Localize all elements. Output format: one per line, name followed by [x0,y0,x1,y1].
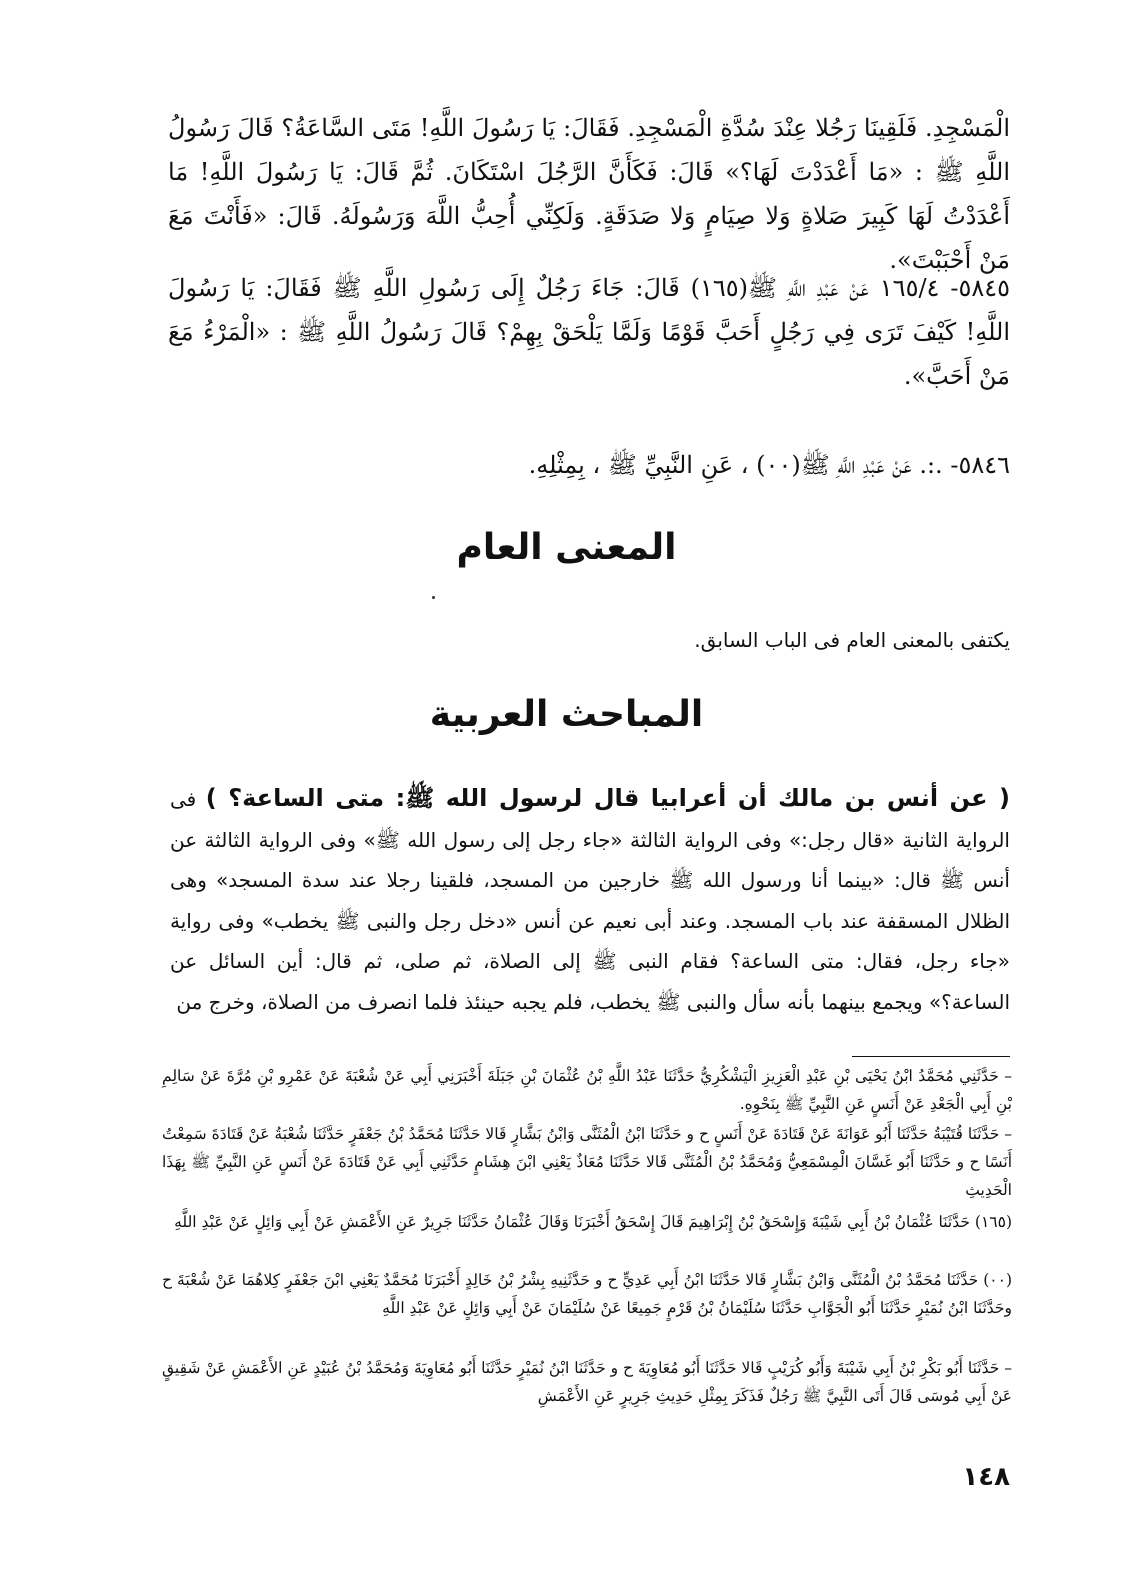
footnote-separator [852,1056,1010,1057]
footnote-1: – حَدَّثَنِي مُحَمَّدُ ابْنُ يَحْيَى بْنِ عَبْدِ الْعَزِيزِ الْيَشْكُرِيُّ حَدَّثَنَا عَبْدُ اللَّهِ بْنُ عُثْمَانَ بْنِ جَبَلَةَ أَخْبَرَنِي أَبِي عَنْ شُعْبَةَ عَنْ عَمْرِو بْنِ مُرَّةَ عَنْ سَالِمِ بْنِ أَبِي الْجَعْدِ عَنْ أَنَسٍ عَنِ النَّبِيِّ ﷺ بِنَحْوِهِ. [162,1067,1012,1113]
footnote-00: (٠٠) حَدَّثَنَا مُحَمَّدُ بْنُ الْمُثَنَّى وَابْنُ بَشَّارٍ قَالا حَدَّثَنَا ابْنُ أَبِي عَدِيٍّ ح و حَدَّثَنِيهِ بِشْرُ بْنُ خَالِدٍ أَخْبَرَنَا مُحَمَّدٌ يَعْنِي ابْنَ جَعْفَرٍ كِلاهُمَا عَنْ شُعْبَةَ ح وحَدَّثَنَا ابْنُ نُمَيْرٍ حَدَّثَنَا أَبُو الْجَوَّابِ حَدَّثَنَا سُلَيْمَانُ بْنُ قَرْمٍ جَمِيعًا عَنْ سُلَيْمَانَ عَنْ أَبِي وَائِلٍ عَنْ عَبْدِ اللَّهِ [162,1271,1012,1317]
quoted-hadith-lead: ( عن أنس بن مالك أن أعرابيا قال لرسول الله ﷺ: متى الساعة؟ ) [205,784,1010,812]
linguistic-discussion-paragraph [170,778,1010,1022]
hadith-5845: ٥٨٤٥- ١٦٥/٤ عَنْ عَبْدِ اللَّهِ ﷺ(١٦٥) قَالَ: جَاءَ رَجُلٌ إِلَى رَسُولِ اللَّهِ ﷺ فَقَالَ: يَا رَسُولَ اللَّهِ! كَيْفَ تَرَى فِي رَجُلٍ أَحَبَّ قَوْمًا وَلَمَّا يَلْحَقْ بِهِمْ؟ قَالَ رَسُولُ اللَّهِ ﷺ : «الْمَرْءُ مَعَ مَنْ أَحَبَّ». [168,274,1011,390]
section-heading-general-meaning: المعنى العام [456,527,677,568]
footnote-5: – حَدَّثَنَا أَبُو بَكْرِ بْنُ أَبِي شَيْبَةَ وَأَبُو كُرَيْبٍ قَالا حَدَّثَنَا أَبُو مُعَاوِيَةَ ح و حَدَّثَنَا ابْنُ نُمَيْرٍ حَدَّثَنَا أَبُو مُعَاوِيَةَ وَمُحَمَّدُ بْنُ عُبَيْدٍ عَنِ الأَعْمَشِ عَنْ شَقِيقٍ عَنْ أَبِي مُوسَى قَالَ أَتَى النَّبِيَّ ﷺ رَجُلٌ فَذَكَرَ بِمِثْلِ حَدِيثِ جَرِيرٍ عَنِ الأَعْمَشِ [162,1359,1012,1405]
hadith-paragraph-continued: الْمَسْجِدِ. فَلَقِينَا رَجُلا عِنْدَ سُدَّةِ الْمَسْجِدِ. فَقَالَ: يَا رَسُولَ اللَّهِ! مَتَى السَّاعَةُ؟ قَالَ رَسُولُ اللَّهِ ﷺ : «مَا أَعْدَدْتَ لَهَا؟» قَالَ: فَكَأَنَّ الرَّجُلَ اسْتَكَانَ. ثُمَّ قَالَ: يَا رَسُولَ اللَّهِ! مَا أَعْدَدْتُ لَهَا كَبِيرَ صَلاةٍ وَلا صِيَامٍ وَلا صَدَقَةٍ. وَلَكِنِّي أُحِبُّ اللَّهَ وَرَسُولَهُ. قَالَ: «فَأَنْتَ مَعَ مَنْ أَحْبَبْتَ». [168,114,1010,274]
discussion-text: فى الرواية الثانية «قال رجل:» وفى الرواية الثالثة «جاء رجل إلى رسول الله ﷺ» وفى الرواية الثالثة عن أنس ﷺ قال: «بينما أنا ورسول الله ﷺ خارجين من المسجد، فلقينا رجلا عند سدة المسجد» وهى الظلال المسقفة عند باب المسجد. وعند أبى نعيم عن أنس «دخل رجل والنبى ﷺ يخطب» وفى رواية «جاء رجل، فقال: متى الساعة؟ فقام النبى ﷺ إلى الصلاة، ثم صلى، ثم قال: أين السائل عن الساعة؟» ويجمع بينهما بأنه سأل والنبى ﷺ يخطب، فلم يجبه حينئذ فلما انصرف من الصلاة، وخرج من [170,787,1010,1014]
footnote-2: – حَدَّثَنَا قُتَيْبَةُ حَدَّثَنَا أَبُو عَوَانَةَ عَنْ قَتَادَةَ عَنْ أَنَسٍ ح و حَدَّثَنَا ابْنُ الْمُثَنَّى وَابْنُ بَشَّارٍ قَالا حَدَّثَنَا مُحَمَّدُ بْنُ جَعْفَرٍ حَدَّثَنَا شُعْبَةُ عَنْ قَتَادَةَ سَمِعْتُ أَنَسًا ح و حَدَّثَنَا أَبُو غَسَّانَ الْمِسْمَعِيُّ وَمُحَمَّدُ بْنُ الْمُثَنَّى قَالا حَدَّثَنَا مُعَاذٌ يَعْنِي ابْنَ هِشَامٍ حَدَّثَنِي أَبِي عَنْ قَتَادَةَ عَنْ أَنَسٍ عَنِ النَّبِيِّ ﷺ بِهَذَا الْحَدِيثِ [162,1125,1012,1199]
page-number: ١٤٨ [962,1462,1010,1492]
section-heading-linguistic-discussions: المباحث العربية [429,694,704,735]
stray-mark [432,596,435,599]
general-meaning-text: يكتفى بالمعنى العام فى الباب السابق. [694,628,1010,652]
hadith-5846: ٥٨٤٦- .:. عَنْ عَبْدِ اللَّهِ ﷺ(٠٠) ، عَنِ النَّبِيِّ ﷺ ، بِمِثْلِهِ. [528,451,1010,479]
footnote-165: (١٦٥) حَدَّثَنَا عُثْمَانُ بْنُ أَبِي شَيْبَةَ وَإِسْحَقُ بْنُ إِبْرَاهِيمَ قَالَ إِسْحَقُ أَخْبَرَنَا وَقَالَ عُثْمَانُ حَدَّثَنَا جَرِيرٌ عَنِ الأَعْمَشِ عَنْ أَبِي وَائِلٍ عَنْ عَبْدِ اللَّهِ [174,1213,1012,1231]
